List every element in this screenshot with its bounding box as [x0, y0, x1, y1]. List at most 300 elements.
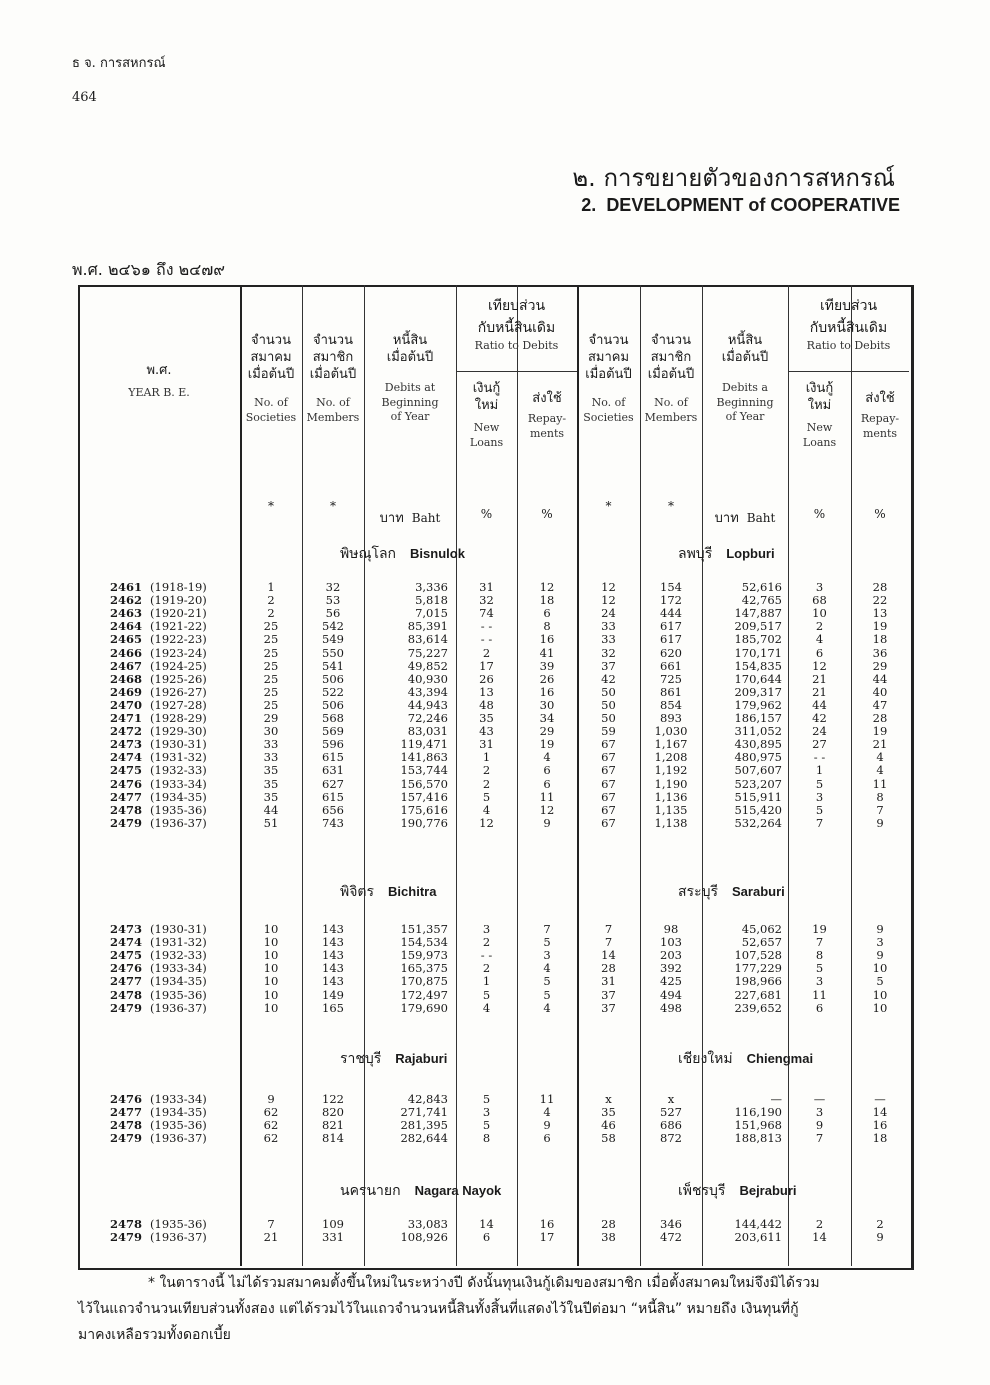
- societies-cell: 31: [601, 974, 616, 989]
- year-be: 2473: [110, 737, 143, 752]
- year-cell: [110, 698, 260, 712]
- new-loans-cell: 11: [812, 987, 827, 1002]
- new-loans-cell: 12: [812, 658, 827, 673]
- new-loans-cell: 1: [815, 763, 824, 778]
- repayments-cell: 3: [876, 935, 884, 950]
- debits-cell: 159,973: [400, 948, 448, 963]
- debits-cell: 203,611: [734, 1230, 782, 1245]
- repayments-cell: 10: [872, 961, 888, 976]
- members-cell: 143: [322, 974, 344, 989]
- debits-cell: 209,517: [734, 619, 782, 634]
- debits-cell: 507,607: [734, 763, 782, 778]
- region-name-th: ลพบุรี: [678, 546, 713, 562]
- ratio-en: Ratio to Debits: [806, 339, 891, 352]
- ratio-th-2: กับหนี้สินเดิม: [809, 320, 888, 336]
- table-row: [78, 672, 909, 686]
- societies-th-2: สมาคม: [587, 349, 630, 365]
- new-loans-cell: 2: [482, 935, 491, 950]
- repayments-cell: 21: [872, 737, 888, 752]
- table-row: [78, 948, 909, 962]
- unit-baht: [364, 507, 456, 528]
- societies-cell: 62: [263, 1131, 279, 1146]
- unit-baht: [702, 507, 788, 528]
- debits-cell: 116,190: [734, 1105, 782, 1120]
- debits-en-3: of Year: [725, 410, 765, 424]
- new-loans-cell: 5: [482, 1118, 491, 1133]
- unit-baht-en: Baht: [411, 511, 441, 525]
- members-cell: 472: [660, 1230, 682, 1245]
- societies-header-left: [240, 333, 302, 425]
- year-be: 2476: [110, 1092, 143, 1106]
- members-cell: 498: [660, 1000, 682, 1015]
- ratio-header-right: [788, 295, 909, 352]
- unit-star: *: [330, 499, 336, 513]
- year-cell: [110, 935, 260, 949]
- societies-cell: 28: [601, 1217, 616, 1231]
- members-cell: 541: [322, 658, 344, 673]
- repayments-cell: 7: [543, 922, 551, 936]
- new-loans-cell: 9: [815, 1118, 824, 1133]
- debits-th-1: หนี้สิน: [727, 333, 763, 348]
- members-cell: 814: [322, 1131, 344, 1146]
- ratio-underline: [456, 371, 577, 372]
- members-th-3: เมื่อต้นปี: [309, 366, 357, 382]
- new-loans-cell: 3: [482, 1105, 491, 1120]
- members-cell: 1,208: [654, 750, 688, 765]
- year-be: 2474: [110, 935, 143, 950]
- repayments-cell: 5: [543, 987, 551, 1002]
- societies-cell: 38: [601, 1230, 616, 1245]
- societies-cell: 29: [263, 711, 279, 725]
- members-cell: 1,135: [654, 802, 688, 817]
- repayments-cell: 4: [876, 763, 884, 778]
- societies-cell: 37: [601, 987, 616, 1002]
- year-be: 2478: [110, 1217, 143, 1231]
- societies-cell: 9: [267, 1092, 275, 1106]
- new-loans-th-1: เงินกู้: [472, 381, 501, 396]
- table-row: [78, 646, 909, 660]
- new-loans-cell: - -: [480, 632, 493, 647]
- debits-cell: 43,394: [407, 684, 448, 699]
- year-cell: [110, 632, 260, 646]
- members-cell: 596: [322, 737, 344, 752]
- new-loans-th-2: ใหม่: [807, 397, 832, 413]
- repayments-cell: 34: [539, 711, 555, 725]
- debits-cell: 175,616: [400, 802, 448, 817]
- members-th-1: จำนวน: [651, 333, 691, 348]
- new-loans-cell: 12: [479, 815, 494, 830]
- region-name-en: Bichitra: [388, 884, 437, 899]
- year-cell: [110, 646, 260, 660]
- members-header-left: [302, 333, 364, 425]
- year-cell: [110, 1105, 260, 1119]
- members-cell: 143: [322, 948, 344, 963]
- members-cell: 522: [322, 684, 344, 699]
- debits-cell: 170,875: [400, 974, 448, 989]
- repayments-cell: 14: [872, 1105, 888, 1120]
- year-cell: [110, 803, 260, 817]
- debits-cell: 188,813: [734, 1131, 782, 1146]
- repayments-cell: 28: [872, 580, 888, 594]
- title-english-number: 2.: [581, 195, 597, 215]
- debits-cell: 154,835: [734, 658, 782, 673]
- repayments-cell: 7: [876, 802, 884, 817]
- repayments-cell: 41: [539, 645, 555, 660]
- section-title-right: [678, 1180, 797, 1202]
- societies-th-1: จำนวน: [588, 333, 629, 348]
- table-row: [78, 777, 909, 791]
- debits-cell: 239,652: [734, 1000, 782, 1015]
- table-row: [78, 750, 909, 764]
- year-cell: [110, 685, 260, 699]
- debits-cell: 198,966: [734, 974, 782, 989]
- year-ce: (1918-19): [150, 580, 207, 594]
- members-th-2: สมาชิก: [312, 349, 354, 365]
- unit-star: *: [268, 499, 274, 513]
- debits-en-1: Debits at: [384, 380, 436, 394]
- year-ce: (1920-21): [150, 606, 207, 621]
- members-cell: 346: [660, 1217, 682, 1231]
- societies-cell: 62: [263, 1118, 279, 1133]
- members-cell: 143: [322, 961, 344, 976]
- members-cell: 527: [660, 1105, 682, 1120]
- societies-cell: 51: [263, 815, 279, 830]
- year-cell: [110, 737, 260, 751]
- debits-cell: 75,227: [407, 645, 448, 660]
- year-ce: (1933-34): [150, 961, 207, 976]
- section-title-right: [678, 881, 785, 903]
- members-cell: 1,167: [654, 737, 688, 752]
- societies-th-2: สมาคม: [250, 349, 292, 365]
- debits-cell: 271,741: [400, 1105, 448, 1120]
- year-header: [78, 363, 240, 401]
- societies-cell: 7: [604, 935, 613, 950]
- table-row: [78, 935, 909, 949]
- debits-cell: 523,207: [734, 776, 782, 791]
- table-row: [78, 737, 909, 751]
- year-be: 2479: [110, 815, 143, 830]
- members-cell: 331: [322, 1230, 344, 1245]
- table-row: [78, 1217, 909, 1231]
- year-be: 2478: [110, 1118, 143, 1133]
- members-cell: 620: [660, 645, 682, 660]
- table-row: [78, 711, 909, 725]
- repayments-cell: 6: [543, 776, 551, 791]
- debits-cell: 83,031: [407, 724, 448, 739]
- ratio-header-left: [456, 295, 577, 352]
- year-cell: [110, 777, 260, 791]
- new-loans-cell: 5: [815, 961, 824, 976]
- members-cell: 53: [325, 593, 341, 608]
- year-be: 2479: [110, 1230, 143, 1245]
- repayments-header-left: [517, 391, 577, 442]
- cooperative-table: [78, 285, 913, 1270]
- table-row: [78, 1001, 909, 1015]
- section-title-left: [340, 1048, 447, 1070]
- members-cell: 631: [322, 763, 344, 778]
- table-row: [78, 619, 909, 633]
- debits-cell: 480,975: [734, 750, 782, 765]
- section-title-right: [678, 543, 775, 565]
- societies-cell: 35: [263, 776, 279, 791]
- year-cell: [110, 763, 260, 777]
- repayments-cell: 12: [539, 580, 555, 594]
- year-cell: [110, 1217, 260, 1231]
- new-loans-cell: 3: [815, 1105, 824, 1120]
- societies-cell: 35: [263, 763, 279, 778]
- year-ce: (1929-30): [150, 724, 207, 739]
- members-cell: 149: [322, 987, 344, 1002]
- year-be: 2466: [110, 645, 143, 660]
- societies-cell: 67: [601, 750, 616, 765]
- new-loans-cell: 14: [812, 1230, 827, 1245]
- societies-cell: 12: [601, 593, 616, 608]
- year-cell: [110, 606, 260, 620]
- repayments-en-1: Repay-: [527, 411, 567, 425]
- new-loans-cell: 6: [815, 1000, 824, 1015]
- members-cell: 893: [660, 711, 682, 725]
- societies-cell: 30: [263, 724, 279, 739]
- year-ce: (1932-33): [150, 948, 207, 963]
- societies-cell: 50: [601, 711, 616, 725]
- repayments-cell: 36: [872, 645, 888, 660]
- year-be: 2475: [110, 948, 143, 963]
- societies-cell: x: [605, 1092, 612, 1106]
- societies-cell: 25: [263, 671, 279, 686]
- region-name-en: Lopburi: [726, 546, 775, 561]
- members-cell: 615: [322, 789, 344, 804]
- repayments-cell: 16: [539, 1217, 555, 1231]
- table-row: [78, 816, 909, 830]
- region-name-en: Bisnulok: [410, 546, 465, 561]
- year-be: 2468: [110, 671, 143, 686]
- societies-cell: 7: [267, 1217, 275, 1231]
- members-cell: 154: [660, 580, 682, 594]
- members-cell: 854: [660, 697, 682, 712]
- debits-header-left: [364, 333, 456, 425]
- debits-cell: 157,416: [400, 789, 448, 804]
- debits-cell: 177,229: [734, 961, 782, 976]
- year-be: 2472: [110, 724, 143, 739]
- members-en-1: No. of: [316, 395, 350, 409]
- unit-baht-th: บาท: [714, 511, 739, 526]
- repayments-cell: 6: [543, 763, 551, 778]
- repayments-cell: 8: [543, 619, 551, 634]
- new-loans-cell: 2: [482, 961, 491, 976]
- year-be: 2474: [110, 750, 143, 765]
- table-row: [78, 988, 909, 1002]
- year-ce: (1924-25): [150, 658, 207, 673]
- unit-percent: %: [480, 507, 493, 521]
- new-loans-cell: 19: [812, 922, 827, 936]
- region-name-th: ราชบุรี: [340, 1051, 382, 1067]
- members-cell: 872: [660, 1131, 682, 1146]
- year-ce: (1936-37): [150, 1131, 207, 1146]
- year-cell: [110, 922, 260, 936]
- new-loans-cell: 24: [812, 724, 827, 739]
- year-be: 2477: [110, 974, 143, 989]
- footnote-line: * ในตารางนี้ ไม่ได้รวมสมาคมตั้งขึ้นใหม่ในระหว่างปี ดังนั้นทุนเงินกู้เดิมของสมาชิก เมื่อตั้งสมาคมใหม่จึงมิได้รวม: [148, 1275, 820, 1291]
- new-loans-cell: 3: [815, 789, 824, 804]
- year-be: 2479: [110, 1131, 143, 1146]
- debits-cell: 83,614: [407, 632, 448, 647]
- debits-cell: 282,644: [400, 1131, 448, 1146]
- debits-th-1: หนี้สิน: [392, 333, 428, 348]
- societies-cell: 37: [601, 658, 616, 673]
- members-cell: 821: [322, 1118, 344, 1133]
- year-cell: [110, 816, 260, 830]
- year-be: 2479: [110, 1000, 143, 1015]
- year-ce: (1933-34): [150, 776, 207, 791]
- region-name-th: นครนายก: [340, 1183, 401, 1199]
- year-be: 2467: [110, 658, 143, 673]
- new-loans-cell: 31: [479, 580, 494, 594]
- year-ce: (1935-36): [150, 987, 207, 1002]
- region-name-th: เพ็ชรบุรี: [678, 1183, 726, 1199]
- ratio-th-1: เทียบส่วน: [819, 298, 878, 314]
- year-cell: [110, 790, 260, 804]
- new-loans-cell: 2: [482, 645, 491, 660]
- debits-header-right: [702, 333, 788, 425]
- repayments-cell: 44: [872, 671, 888, 686]
- members-cell: 686: [660, 1118, 682, 1133]
- societies-cell: 67: [601, 776, 616, 791]
- debits-cell: 311,052: [734, 724, 782, 739]
- year-ce: (1936-37): [150, 815, 207, 830]
- repayments-cell: 28: [872, 711, 888, 725]
- new-loans-cell: 8: [482, 1131, 491, 1146]
- societies-cell: 46: [601, 1118, 616, 1133]
- new-loans-cell: 1: [482, 974, 491, 989]
- societies-cell: 10: [263, 987, 279, 1002]
- year-cell: [110, 948, 260, 962]
- table-row: [78, 724, 909, 738]
- year-cell: [110, 672, 260, 686]
- societies-cell: 25: [263, 632, 279, 647]
- repayments-cell: 29: [872, 658, 888, 673]
- debits-cell: 3,336: [415, 580, 448, 594]
- repayments-cell: 6: [543, 606, 551, 621]
- year-cell: [110, 974, 260, 988]
- year-be: 2471: [110, 711, 143, 725]
- members-cell: 617: [660, 632, 682, 647]
- section-title-right: [678, 1048, 813, 1070]
- members-cell: x: [667, 1092, 675, 1106]
- members-cell: 506: [322, 697, 344, 712]
- year-ce: (1935-36): [150, 1118, 207, 1133]
- repayments-cell: 16: [539, 632, 555, 647]
- new-loans-cell: 5: [482, 789, 491, 804]
- repayments-en-2: ments: [862, 426, 898, 440]
- societies-cell: 28: [601, 961, 616, 976]
- new-loans-cell: 5: [482, 1092, 491, 1106]
- new-loans-cell: 3: [815, 974, 824, 989]
- repayments-cell: 10: [872, 1000, 888, 1015]
- title-english: [581, 195, 900, 216]
- new-loans-cell: 3: [482, 922, 491, 936]
- debits-cell: 179,690: [400, 1000, 448, 1015]
- repayments-cell: 4: [543, 1105, 551, 1120]
- year-be: 2478: [110, 802, 143, 817]
- new-loans-cell: 7: [815, 815, 824, 830]
- societies-cell: 25: [263, 619, 279, 634]
- societies-cell: 59: [601, 724, 616, 739]
- debits-th-2: เมื่อต้นปี: [386, 349, 434, 365]
- table-row: [78, 698, 909, 712]
- page-number: 464: [72, 90, 97, 105]
- debits-en-1: Debits a: [721, 380, 768, 394]
- members-cell: 103: [660, 935, 682, 950]
- year-ce: (1934-35): [150, 1105, 207, 1120]
- societies-cell: 21: [263, 1230, 279, 1245]
- repayments-cell: 3: [543, 948, 551, 963]
- table-row: [78, 1230, 909, 1244]
- debits-cell: 153,744: [400, 763, 448, 778]
- members-en-2: Members: [306, 410, 360, 424]
- repayments-cell: 19: [539, 737, 555, 752]
- repayments-cell: 2: [876, 1217, 884, 1231]
- societies-cell: 10: [263, 948, 279, 963]
- new-loans-cell: 48: [479, 697, 494, 712]
- section-title-left: [340, 881, 436, 903]
- year-be: 2465: [110, 632, 143, 647]
- new-loans-en-2: Loans: [802, 435, 837, 449]
- members-cell: 627: [322, 776, 344, 791]
- section-title-left: [340, 543, 465, 565]
- new-loans-th-1: เงินกู้: [805, 381, 834, 396]
- new-loans-cell: 5: [815, 802, 824, 817]
- year-be: 2461: [110, 580, 143, 594]
- repayments-cell: 9: [543, 815, 551, 830]
- table-row: [78, 580, 909, 594]
- debits-cell: 40,930: [407, 671, 448, 686]
- repayments-cell: 18: [872, 632, 888, 647]
- repayments-cell: 5: [876, 974, 884, 989]
- debits-cell: —: [770, 1092, 782, 1106]
- societies-cell: 10: [263, 935, 279, 950]
- year-ce: (1926-27): [150, 684, 207, 699]
- year-ce: (1934-35): [150, 789, 207, 804]
- new-loans-cell: 1: [482, 750, 491, 765]
- table-row: [78, 803, 909, 817]
- debits-cell: 170,171: [734, 645, 782, 660]
- new-loans-cell: 26: [479, 671, 494, 686]
- new-loans-cell: - -: [480, 619, 493, 634]
- debits-cell: 209,317: [734, 684, 782, 699]
- repayments-cell: 16: [539, 684, 555, 699]
- region-name-th: สระบุรี: [678, 884, 718, 900]
- year-ce: (1927-28): [150, 697, 207, 712]
- new-loans-cell: 10: [812, 606, 827, 621]
- societies-en-2: Societies: [583, 410, 634, 424]
- year-cell: [110, 961, 260, 975]
- new-loans-cell: 13: [479, 684, 494, 699]
- debits-cell: 515,911: [734, 789, 782, 804]
- societies-cell: 35: [601, 1105, 616, 1120]
- year-be: 2470: [110, 697, 143, 712]
- repayments-cell: 26: [539, 671, 555, 686]
- repayments-cell: 9: [543, 1118, 551, 1133]
- debits-cell: 172,497: [400, 987, 448, 1002]
- unit-baht-th: บาท: [379, 511, 404, 526]
- members-cell: 32: [325, 580, 341, 594]
- new-loans-header-left: [456, 381, 517, 450]
- members-cell: 568: [322, 711, 344, 725]
- year-cell: [110, 711, 260, 725]
- debits-cell: 5,818: [415, 593, 448, 608]
- year-ce: (1922-23): [150, 632, 207, 647]
- repayments-cell: 9: [876, 922, 884, 936]
